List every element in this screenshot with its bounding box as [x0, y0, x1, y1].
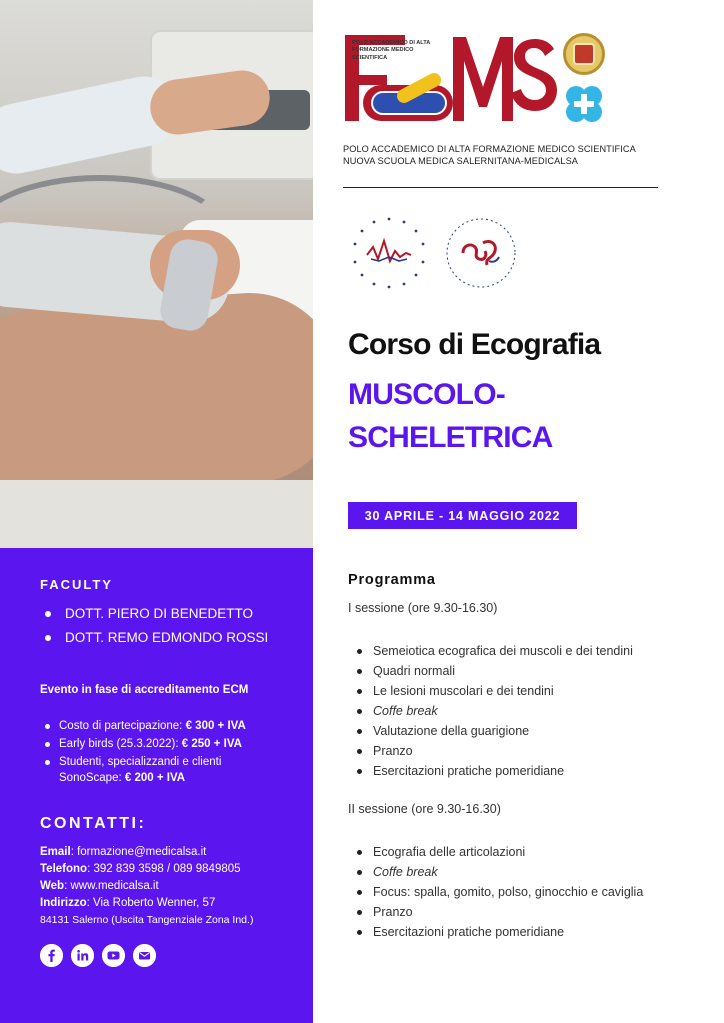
session2-title: II sessione (ore 9.30-16.30)	[348, 802, 501, 816]
scuola-medica-salernitana-logo	[349, 213, 429, 293]
info-panel	[0, 548, 313, 1023]
list-item: Valutazione della guarigione	[357, 721, 633, 741]
cost-item: Studenti, specializzandi e clienti SonoScape: € 200 + IVA	[45, 754, 285, 786]
program-heading: Programma	[348, 572, 436, 588]
course-subtitle: MUSCOLO- SCHELETRICA	[348, 378, 553, 454]
cost-item: Costo di partecipazione: € 300 + IVA	[45, 718, 285, 734]
contact-address-line2: 84131 Salerno (Uscita Tangenziale Zona Ind.)	[40, 914, 254, 926]
contact-web: Web: www.medicalsa.it	[40, 880, 159, 892]
list-item: Semeiotica ecografica dei muscoli e dei tendini	[357, 641, 633, 661]
ultrasound-photo	[0, 0, 313, 548]
faculty-heading: FACULTY	[40, 577, 113, 592]
session1-list	[357, 641, 633, 781]
list-item: Quadri normali	[357, 661, 633, 681]
web-link[interactable]: : www.medicalsa.it	[64, 880, 159, 892]
ecm-note: Evento in fase di accreditamento ECM	[40, 684, 249, 696]
date-badge: 30 APRILE - 14 MAGGIO 2022	[348, 502, 577, 529]
studenti-professioni-sanitarie-logo	[441, 213, 521, 293]
session2-list	[357, 842, 643, 942]
contacts-heading: CONTATTI:	[40, 815, 147, 832]
cost-list	[45, 718, 285, 788]
faculty-member: DOTT. REMO EDMONDO ROSSI	[45, 630, 268, 645]
faculty-member: DOTT. PIERO DI BENEDETTO	[45, 606, 268, 621]
contacts-block	[40, 844, 253, 929]
social-links	[40, 944, 156, 967]
list-item: Le lesioni muscolari e dei tendini	[357, 681, 633, 701]
list-item: Coffe break	[357, 701, 633, 721]
contact-email: Email: formazione@medicalsa.it	[40, 846, 207, 858]
session1-title: I sessione (ore 9.30-16.30)	[348, 601, 498, 615]
list-item: Ecografia delle articolazioni	[357, 842, 643, 862]
contact-address: Indirizzo: Via Roberto Wenner, 57	[40, 897, 216, 909]
facebook-icon[interactable]	[40, 944, 63, 967]
email-icon[interactable]	[133, 944, 156, 967]
header-divider	[343, 187, 658, 188]
list-item: Pranzo	[357, 741, 633, 761]
list-item: Esercitazioni pratiche pomeridiane	[357, 761, 633, 781]
logo-caption: POLO ACCADEMICO DI ALTA FORMAZIONE MEDICO SCIENTIFICA	[352, 40, 431, 61]
academy-name: POLO ACCADEMICO DI ALTA FORMAZIONE MEDICO SCIENTIFICA NUOVA SCUOLA MEDICA SALERNITANA-MEDICALSA	[343, 144, 636, 166]
list-item: Esercitazioni pratiche pomeridiane	[357, 922, 643, 942]
exam-bed	[0, 480, 313, 548]
medical-cross-icon	[562, 82, 606, 126]
list-item: Focus: spalla, gomito, polso, ginocchio e caviglia	[357, 882, 643, 902]
linkedin-icon[interactable]	[71, 944, 94, 967]
faculty-list	[45, 606, 268, 654]
youtube-icon[interactable]	[102, 944, 125, 967]
cost-item: Early birds (25.3.2022): € 250 + IVA	[45, 736, 285, 752]
course-title: Corso di Ecografia	[348, 328, 601, 361]
list-item: Coffe break	[357, 862, 643, 882]
contact-phone: Telefono: 392 839 3598 / 089 9849805	[40, 863, 241, 875]
university-seal-icon	[563, 33, 605, 75]
list-item: Pranzo	[357, 902, 643, 922]
email-link[interactable]: : formazione@medicalsa.it	[70, 846, 207, 858]
